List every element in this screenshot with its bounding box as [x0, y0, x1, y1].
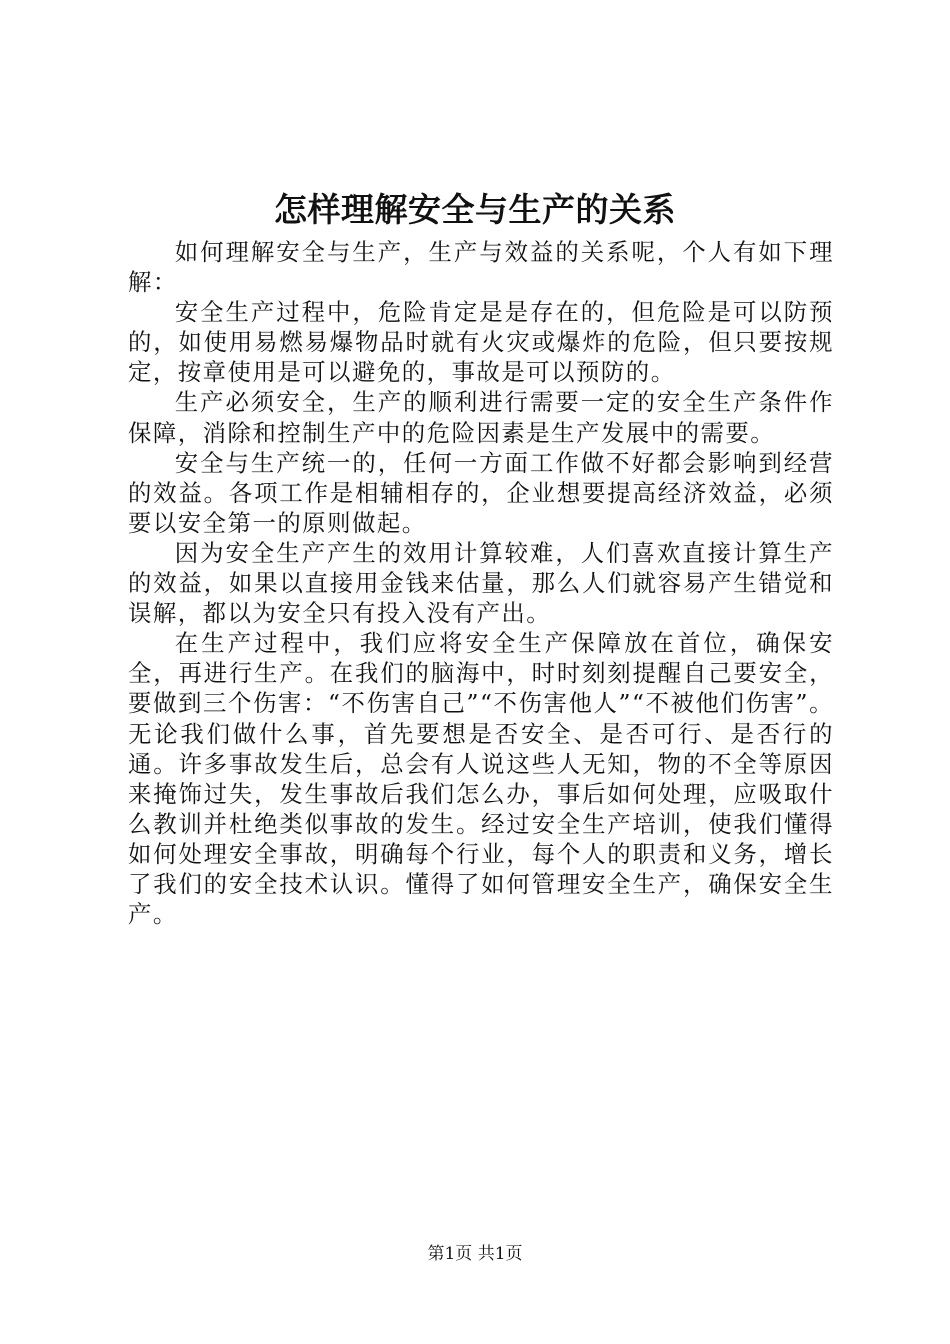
- paragraph: 生产必须安全，生产的顺利进行需要一定的安全生产条件作保障，消除和控制生产中的危险因素是生产发展中的需要。: [128, 388, 834, 447]
- paragraph: 如何理解安全与生产，生产与效益的关系呢，个人有如下理解：: [128, 238, 834, 297]
- paragraph: 安全生产过程中，危险肯定是是存在的，但危险是可以防预的，如使用易燃易爆物品时就有火灾或爆炸的危险，但只要按规定，按章使用是可以避免的，事故是可以预防的。: [128, 298, 834, 387]
- paragraph: 在生产过程中，我们应将安全生产保障放在首位，确保安全，再进行生产。在我们的脑海中，时时刻刻提醒自己要安全，要做到三个伤害：“不伤害自己”“不伤害他人”“不被他们伤害”。无论我们做什么事，首先要想是否安全、是否可行、是否行的通。许多事故发生后，总会有人说这些人无知，物的不全等原因来掩饰过失，发生事故后我们怎么办，事后如何处理，应吸取什么教训并杜绝类似事故的发生。经过安全生产培训，使我们懂得如何处理安全事故，明确每个行业，每个人的职责和义务，增长了我们的安全技术认识。懂得了如何管理安全生产，确保安全生产。: [128, 629, 834, 929]
- document-title: 怎样理解安全与生产的关系: [274, 190, 676, 229]
- paragraph: 因为安全生产产生的效用计算较难，人们喜欢直接计算生产的效益，如果以直接用金钱来估量，那么人们就容易产生错觉和误解，都以为安全只有投入没有产出。: [128, 538, 834, 628]
- document-body: [128, 237, 834, 929]
- page-footer: 第1页 共1页: [427, 1244, 523, 1264]
- paragraph: 安全与生产统一的，任何一方面工作做不好都会影响到经营的效益。各项工作是相辅相存的，企业想要提高经济效益，必须要以安全第一的原则做起。: [128, 448, 834, 537]
